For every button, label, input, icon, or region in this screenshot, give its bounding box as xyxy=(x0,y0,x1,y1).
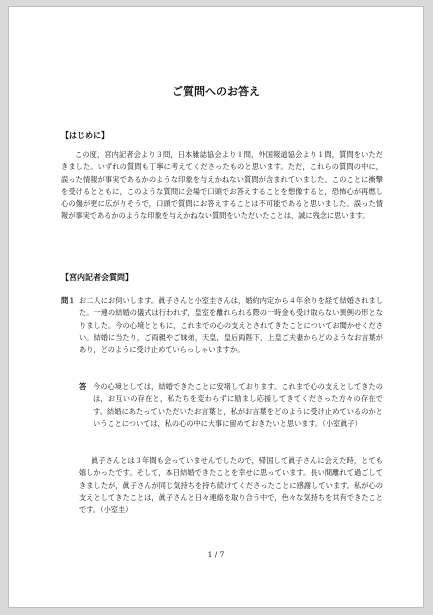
question-1 xyxy=(61,295,383,356)
intro-paragraph: この度，宮内記者会より３問，日本雑誌協会より１問，外国報道協会より１問，質問をいただきました。いずれの質問も丁寧に考えてくださったものと思います。ただ，これらの質問の中に，誤った情報が事実であるかのような印象を与えかねない質問が含まれていました。このことに衝撃を受けるとともに，このような質問に会場で口頭でお答えすることを想像すると，恐怖心が再燃し心の傷が更に広がりそうで，口頭で質問にお答えすることは不可能であると思いました。誤った情報が事実であるかのような印象を与えかねない質問をいただいたことは，誠に残念に思います。 xyxy=(61,150,383,221)
question-label: 問１ xyxy=(61,296,76,305)
question-text: お二人にお伺いします。眞子さんと小室圭さんは，婚約内定から４年余りを経て結婚されました。一連の結婚の儀式は行われず，皇室を離れられる際の一時金も受け取らない異例の形となりました。今の心境とともに，これまでの心の支えとされてきたことについてお聞かせください。結婚に当たり，ご両親やご妹弟，天皇，皇后両陛下，上皇ご夫妻からどのようなお言葉があり，どのように受け止めていらっしゃいますか。 xyxy=(79,296,383,355)
intro-heading: 【はじめに】 xyxy=(61,131,109,140)
document-page xyxy=(8,6,424,608)
answer-text: 今の心境としては，結婚できたことに安堵しております。これまで心の支えとしてきたのは，お互いの存在と，私たちを変わらずに励まし応援してきてくださった方々の存在です。結婚にあたっていただいたお言葉と，私がお言葉をどのように受け止めているのかということについては，私の心の中に大事に留めておきたいと思います。（小室眞子） xyxy=(93,382,383,428)
document-title: ご質問へのお答え xyxy=(172,85,260,98)
answer-paragraph-2: 眞子さんとは３年間も会っていませんでしたので，帰国して眞子さんに会えた時，とても嬉しかったです。そして，本日結婚できたことを幸せに思っています。長い間離れて過ごしてきましたが，眞子さんが同じ気持ちを持ち続けてくださったことに感謝しています。私が心の支えとしてきたことは，眞子さんと日々連絡を取り合う中で，色々な気持ちを共有できたことです。（小室圭） xyxy=(79,456,383,515)
answer-1 xyxy=(79,381,383,430)
section-heading: 【宮内記者会質問】 xyxy=(61,273,133,282)
page-number: 1 / 7 xyxy=(207,550,225,559)
answer-label: 答 xyxy=(79,382,87,391)
